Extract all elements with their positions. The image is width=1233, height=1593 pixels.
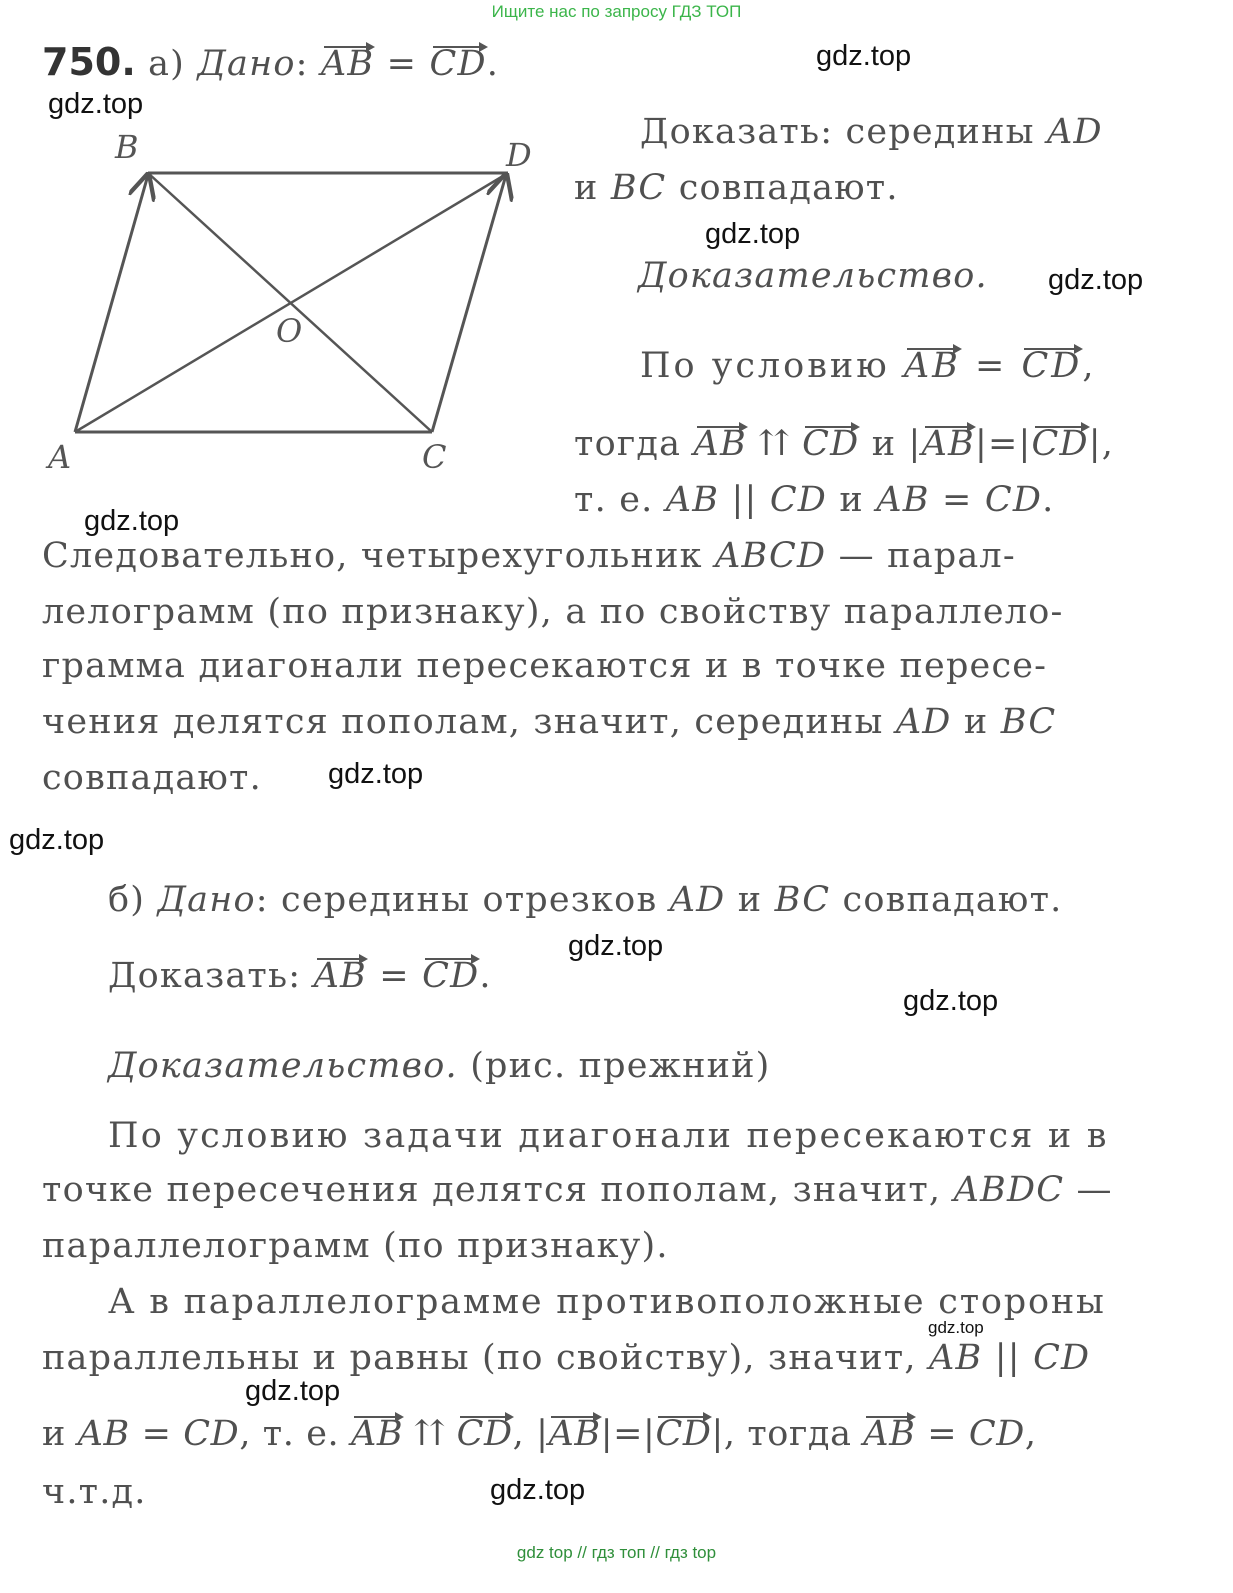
text-line-2: лелограмм (по признаку), а по свойству параллело- bbox=[42, 592, 1064, 632]
parallelogram-figure bbox=[40, 120, 560, 480]
prove-line-2: и BC совпадают. bbox=[574, 168, 899, 208]
label-a: A bbox=[48, 438, 72, 476]
condition-line: По условию AB = CD, bbox=[640, 346, 1097, 386]
watermark-3[interactable]: gdz.top bbox=[705, 218, 801, 250]
watermark-7[interactable]: gdz.top bbox=[9, 824, 105, 856]
vector-cd-line bbox=[432, 175, 506, 432]
watermark-10[interactable]: gdz.top bbox=[245, 1375, 341, 1407]
part-b-line-1: По условию задачи диагонали пересекаются и в bbox=[108, 1116, 1109, 1156]
ie-line: т. е. AB || CD и AB = CD. bbox=[574, 480, 1055, 520]
problem-number: 750. bbox=[42, 40, 136, 84]
part-b-prove: Доказать: AB = CD. bbox=[108, 956, 492, 996]
part-b-line-4: А в параллелограмме противоположные стороны bbox=[108, 1282, 1106, 1322]
footer-links[interactable]: gdz top // гдз топ // гдз top bbox=[516, 1543, 717, 1562]
part-b-line-6: и AB = CD, т. е. AB ⇈ CD, |AB|=|CD|, тогда AB = CD, bbox=[42, 1414, 1037, 1454]
then-line: тогда AB ⇈ CD и |AB|=|CD|, bbox=[574, 424, 1115, 464]
part-b-line-3: параллелограмм (по признаку). bbox=[42, 1226, 669, 1266]
label-b: B bbox=[115, 128, 139, 166]
problem-header: 750. а) Дано: AB = CD. bbox=[42, 40, 500, 84]
text-line-1: Следовательно, четырехугольник ABCD — парал- bbox=[42, 536, 1016, 576]
watermark-8[interactable]: gdz.top bbox=[568, 930, 664, 962]
part-b-line-5: параллельны и равны (по свойству), значит, AB || CD bbox=[42, 1338, 1091, 1378]
text-line-3: грамма диагонали пересекаются и в точке пересе- bbox=[42, 646, 1048, 686]
watermark-4[interactable]: gdz.top bbox=[1048, 264, 1144, 296]
watermark-9[interactable]: gdz.top bbox=[903, 985, 999, 1017]
watermark-5[interactable]: gdz.top bbox=[84, 505, 180, 537]
proof-title-a: Доказательство. bbox=[638, 256, 988, 296]
top-banner[interactable]: Ищите нас по запросу ГДЗ ТОП bbox=[491, 2, 742, 21]
part-b-proof-title: Доказательство. (рис. прежний) bbox=[108, 1046, 771, 1086]
part-b-given: б) Дано: середины отрезков AD и BC совпадают. bbox=[108, 880, 1063, 920]
label-c: C bbox=[422, 438, 447, 476]
label-o: O bbox=[276, 312, 303, 350]
prove-line-1: Доказать: середины AD bbox=[640, 112, 1103, 152]
part-b-qed: ч.т.д. bbox=[42, 1472, 147, 1512]
watermark-2[interactable]: gdz.top bbox=[48, 88, 144, 120]
watermark-1[interactable]: gdz.top bbox=[816, 40, 912, 72]
watermark-6[interactable]: gdz.top bbox=[328, 758, 424, 790]
watermark-11[interactable]: gdz.top bbox=[490, 1474, 586, 1506]
text-line-5: совпадают. bbox=[42, 758, 262, 798]
label-d: D bbox=[506, 136, 532, 174]
part-b-line-2: точке пересечения делятся пополам, значит, ABDC — bbox=[42, 1170, 1113, 1210]
text-line-4: чения делятся пополам, значит, середины AD и BC bbox=[42, 702, 1057, 742]
watermark-small[interactable]: gdz.top bbox=[928, 1318, 984, 1337]
